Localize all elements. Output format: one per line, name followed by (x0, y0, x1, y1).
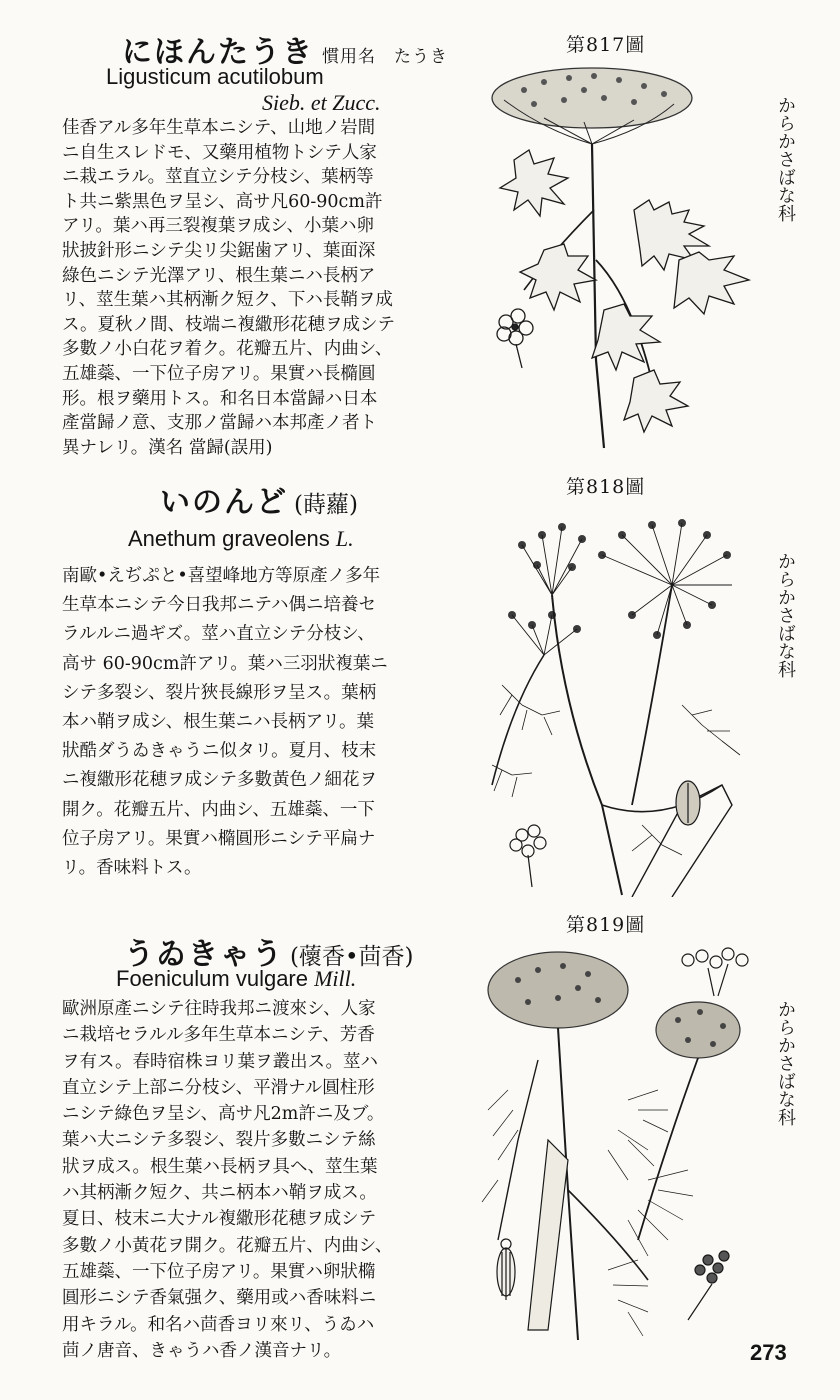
family-name: からかさばな科 (775, 96, 796, 222)
japanese-name: うゐきゃう (124, 937, 284, 972)
plant-illustration (484, 60, 756, 450)
description-text (62, 116, 470, 460)
text-line: アリ。葉ハ再三裂複葉ヲ成シ、小葉ハ卵 (62, 216, 375, 237)
text-line: 夏日、枝末ニ大ナル複繖形花穂ヲ成シテ (62, 1209, 377, 1230)
text-line: 異ナレリ。漢名 當歸(誤用) (62, 437, 273, 458)
text-line: 綠色ニシテ光澤アリ、根生葉ニハ長柄ア (62, 265, 376, 286)
text-line: 開ク。花瓣五片、内曲シ、五雄蘂、一下 (62, 799, 375, 820)
text-line: ニ栽エラル。莖直立シテ分枝シ、葉柄等 (62, 167, 374, 188)
text-line: ニ栽培セラルル多年生草本ニシテ、芳香 (62, 1025, 375, 1046)
text-line: リ、莖生葉ハ其柄漸ク短ク、下ハ長鞘ヲ成 (62, 290, 393, 311)
text-line: ヲ有ス。春時宿株ヨリ葉ヲ叢出ス。莖ハ (62, 1051, 379, 1072)
latin-name (128, 528, 354, 550)
text-line: 高サ 60-90cm許アリ。葉ハ三羽狀複葉ニ (62, 653, 388, 674)
figure-label: 第817圖 (566, 34, 646, 56)
family-name: からかさばな科 (775, 1000, 796, 1126)
family-name: からかさばな科 (775, 552, 796, 678)
japanese-name: にほんたうき (122, 35, 314, 70)
text-line: ニ自生スレドモ、又藥用植物トシテ人家 (62, 142, 377, 163)
text-line: 圓形ニシテ香氣强ク、藥用或ハ香味料ニ (62, 1288, 377, 1309)
latin-binomial: Anethum graveolens (128, 526, 330, 551)
text-line: ニシテ綠色ヲ呈シ、高サ凡2m許ニ及ブ。 (62, 1104, 385, 1125)
description-text (62, 996, 470, 1364)
text-line: 用キラル。和名ハ茴香ヨリ來リ、うゐハ (62, 1314, 375, 1335)
kanji-name: (蘹香•茴香) (290, 944, 414, 970)
author-citation: L. (335, 526, 354, 551)
latin-name (116, 968, 356, 990)
usual-name: 慣用名 たうき (322, 47, 448, 67)
author-citation: Sieb. et Zucc. (262, 90, 381, 115)
author-citation: Mill. (314, 966, 357, 991)
text-line: リ。香味料トス。 (62, 858, 202, 879)
text-line: ス。夏秋ノ間、枝端ニ複繖形花穂ヲ成シテ (62, 314, 396, 335)
text-line: ハ其柄漸ク短ク、共ニ柄本ハ鞘ヲ成ス。 (62, 1183, 377, 1204)
plant-illustration (482, 505, 752, 897)
latin-name: Ligusticum acutilobum (106, 64, 324, 89)
text-line: 位子房アリ。果實ハ橢圓形ニシテ平扁ナ (62, 828, 376, 849)
text-line: 茴ノ唐音、きゃうハ香ノ漢音ナリ。 (62, 1340, 342, 1361)
kanji-name: (蒔蘿) (294, 492, 358, 518)
text-line: 佳香アル多年生草本ニシテ、山地ノ岩間 (62, 118, 376, 138)
text-line: 五雄蘂、一下位子房アリ。果實ハ卵狀橢 (62, 1261, 376, 1282)
text-line: 狀披針形ニシテ尖リ尖鋸歯アリ、葉面深 (62, 240, 376, 261)
text-line: 形。根ヲ藥用トス。和名日本當歸ハ日本 (62, 388, 378, 409)
text-line: 狀ヲ成ス。根生葉ハ長柄ヲ具ヘ、莖生葉 (62, 1156, 378, 1177)
text-line: 歐洲原產ニシテ往時我邦ニ渡來シ、人家 (62, 999, 376, 1019)
text-line: 五雄蘂、一下位子房アリ。果實ハ長橢圓 (62, 363, 376, 384)
text-line: 葉ハ大ニシテ多裂シ、裂片多數ニシテ絲 (62, 1130, 376, 1151)
latin-binomial: Foeniculum vulgare (116, 966, 308, 991)
text-line: 多數ノ小白花ヲ着ク。花瓣五片、内曲シ、 (62, 339, 393, 360)
figure-label: 第819圖 (566, 914, 646, 936)
entry-title (160, 485, 358, 520)
text-line: 狀酷ダうゐきゃうニ似タリ。夏月、枝末 (62, 741, 377, 762)
description-text (62, 562, 470, 883)
text-line: 直立シテ上部ニ分枝シ、平滑ナル圓柱形 (62, 1077, 375, 1098)
text-line: ニ複繖形花穂ヲ成シテ多數黃色ノ細花ヲ (62, 770, 377, 791)
text-line: シテ多裂シ、裂片狹長線形ヲ呈ス。葉柄 (62, 682, 377, 703)
text-line: 本ハ鞘ヲ成シ、根生葉ニハ長柄アリ。葉 (62, 712, 375, 733)
text-line: 南歐•えぢぷと•喜望峰地方等原產ノ多年 (62, 566, 381, 586)
text-line: ラルルニ過ギズ。莖ハ直立シテ分枝シ、 (62, 624, 375, 645)
text-line: 產當歸ノ意、支那ノ當歸ハ本邦產ノ者ト (62, 413, 377, 434)
figure-label: 第818圖 (566, 476, 646, 498)
text-line: ト共ニ紫黒色ヲ呈シ、高サ凡60-90cm許 (62, 191, 383, 212)
plant-illustration (478, 940, 758, 1340)
text-line: 多數ノ小黃花ヲ開ク。花瓣五片、内曲シ、 (62, 1235, 393, 1256)
page-number: 273 (750, 1340, 787, 1365)
text-line: 生草本ニシテ今日我邦ニテハ偶ニ培養セ (62, 595, 376, 616)
japanese-name: いのんど (160, 485, 288, 520)
